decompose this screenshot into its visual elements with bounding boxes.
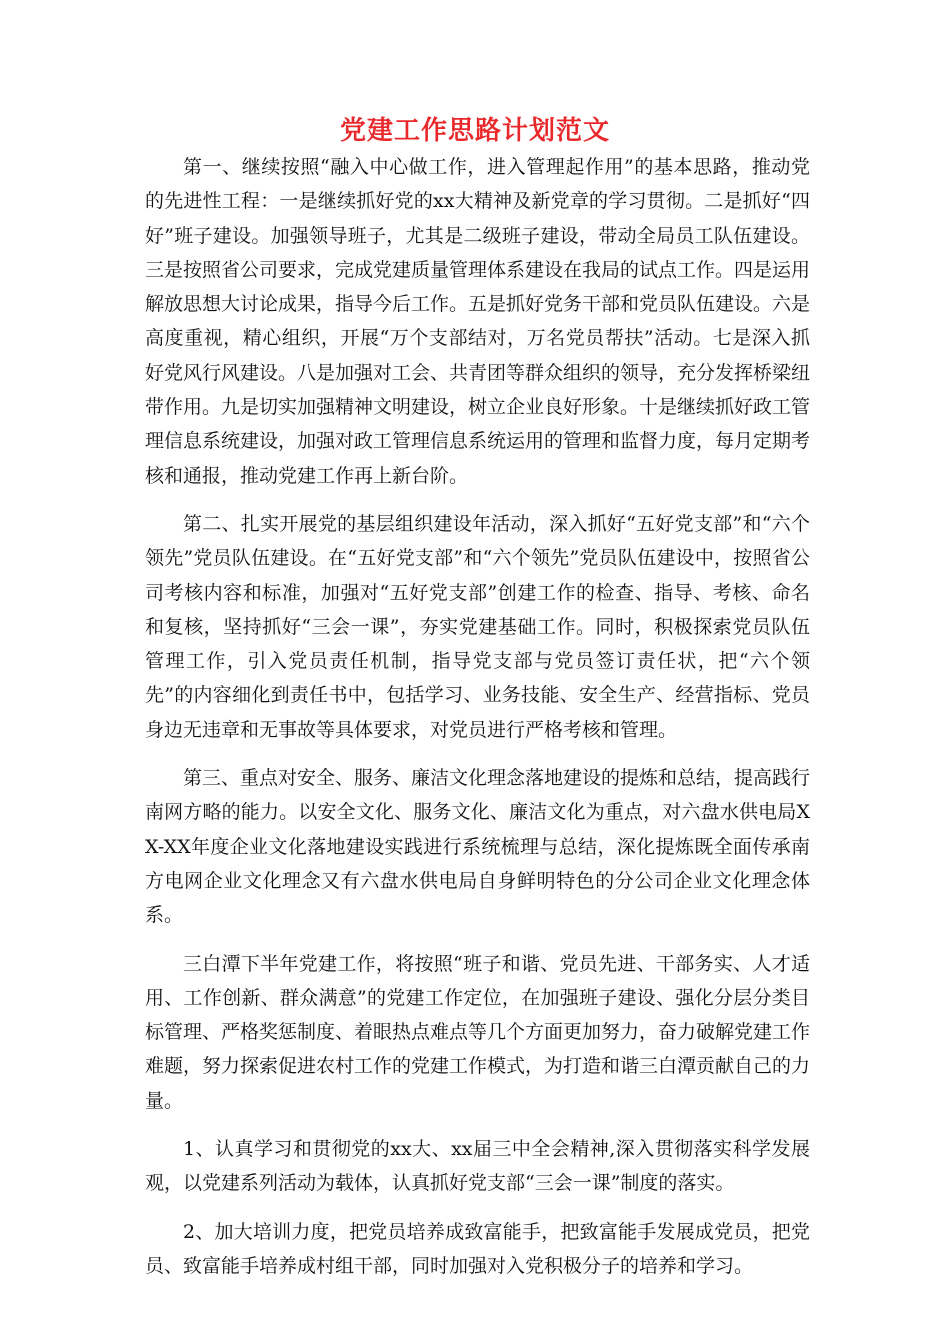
paragraph-2: 第二、扎实开展党的基层组织建设年活动，深入抓好“五好党支部”和“六个领先”党员队伍建设。在“五好党支部”和“六个领先”党员队伍建设中，按照省公司考核内容和标准，加强对“五好党支部”创建工作的检查、指导、考核、命名和复核，坚持抓好“三会一课”，夯实党建基础工作。同时，积极探索党员队伍管理工作，引入党员责任机制，指导党支部与党员签订责任状，把“六个领先”的内容细化到责任书中，包括学习、业务技能、安全生产、经营指标、党员身边无违章和无事故等具体要求，对党员进行严格考核和管理。 bbox=[145, 512, 810, 741]
list-item-1: 1、认真学习和贯彻党的xx大、xx届三中全会精神,深入贯彻落实科学发展观，以党建系列活动为载体，认真抓好党支部“三会一课”制度的落实。 bbox=[145, 1138, 810, 1195]
document-body bbox=[145, 150, 810, 1283]
paragraph-4: 三白潭下半年党建工作，将按照“班子和谐、党员先进、干部务实、人才适用、工作创新、群众满意”的党建工作定位，在加强班子建设、强化分层分类目标管理、严格奖惩制度、着眼热点难点等几个方面更加努力，奋力破解党建工作难题，努力探索促进农村工作的党建工作模式，为打造和谐三白潭贡献自己的力量。 bbox=[145, 952, 811, 1112]
document-title: 党建工作思路计划范文 bbox=[339, 116, 610, 146]
paragraph-1: 第一、继续按照“融入中心做工作，进入管理起作用”的基本思路，推动党的先进性工程：一是继续抓好党的xx大精神及新党章的学习贯彻。二是抓好“四好”班子建设。加强领导班子，尤其是二级班子建设，带动全局员工队伍建设。三是按照省公司要求，完成党建质量管理体系建设在我局的试点工作。四是运用解放思想大讨论成果，指导今后工作。五是抓好党务干部和党员队伍建设。六是高度重视，精心组织，开展“万个支部结对，万名党员帮扶”活动。七是深入抓好党风行风建设。八是加强对工会、共青团等群众组织的领导，充分发挥桥梁纽带作用。九是切实加强精神文明建设，树立企业良好形象。十是继续抓好政工管理信息系统建设，加强对政工管理信息系统运用的管理和监督力度，每月定期考核和通报，推动党建工作再上新台阶。 bbox=[145, 156, 811, 487]
paragraph-3: 第三、重点对安全、服务、廉洁文化理念落地建设的提炼和总结，提高践行南网方略的能力。以安全文化、服务文化、廉洁文化为重点，对六盘水供电局XX-XX年度企业文化落地建设实践进行系统梳理与总结，深化提炼既全面传承南方电网企业文化理念又有六盘水供电局自身鲜明特色的分公司企业文化理念体系。 bbox=[145, 767, 811, 927]
list-item-2: 2、加大培训力度，把党员培养成致富能手，把致富能手发展成党员，把党员、致富能手培养成村组干部，同时加强对入党积极分子的培养和学习。 bbox=[145, 1220, 810, 1277]
